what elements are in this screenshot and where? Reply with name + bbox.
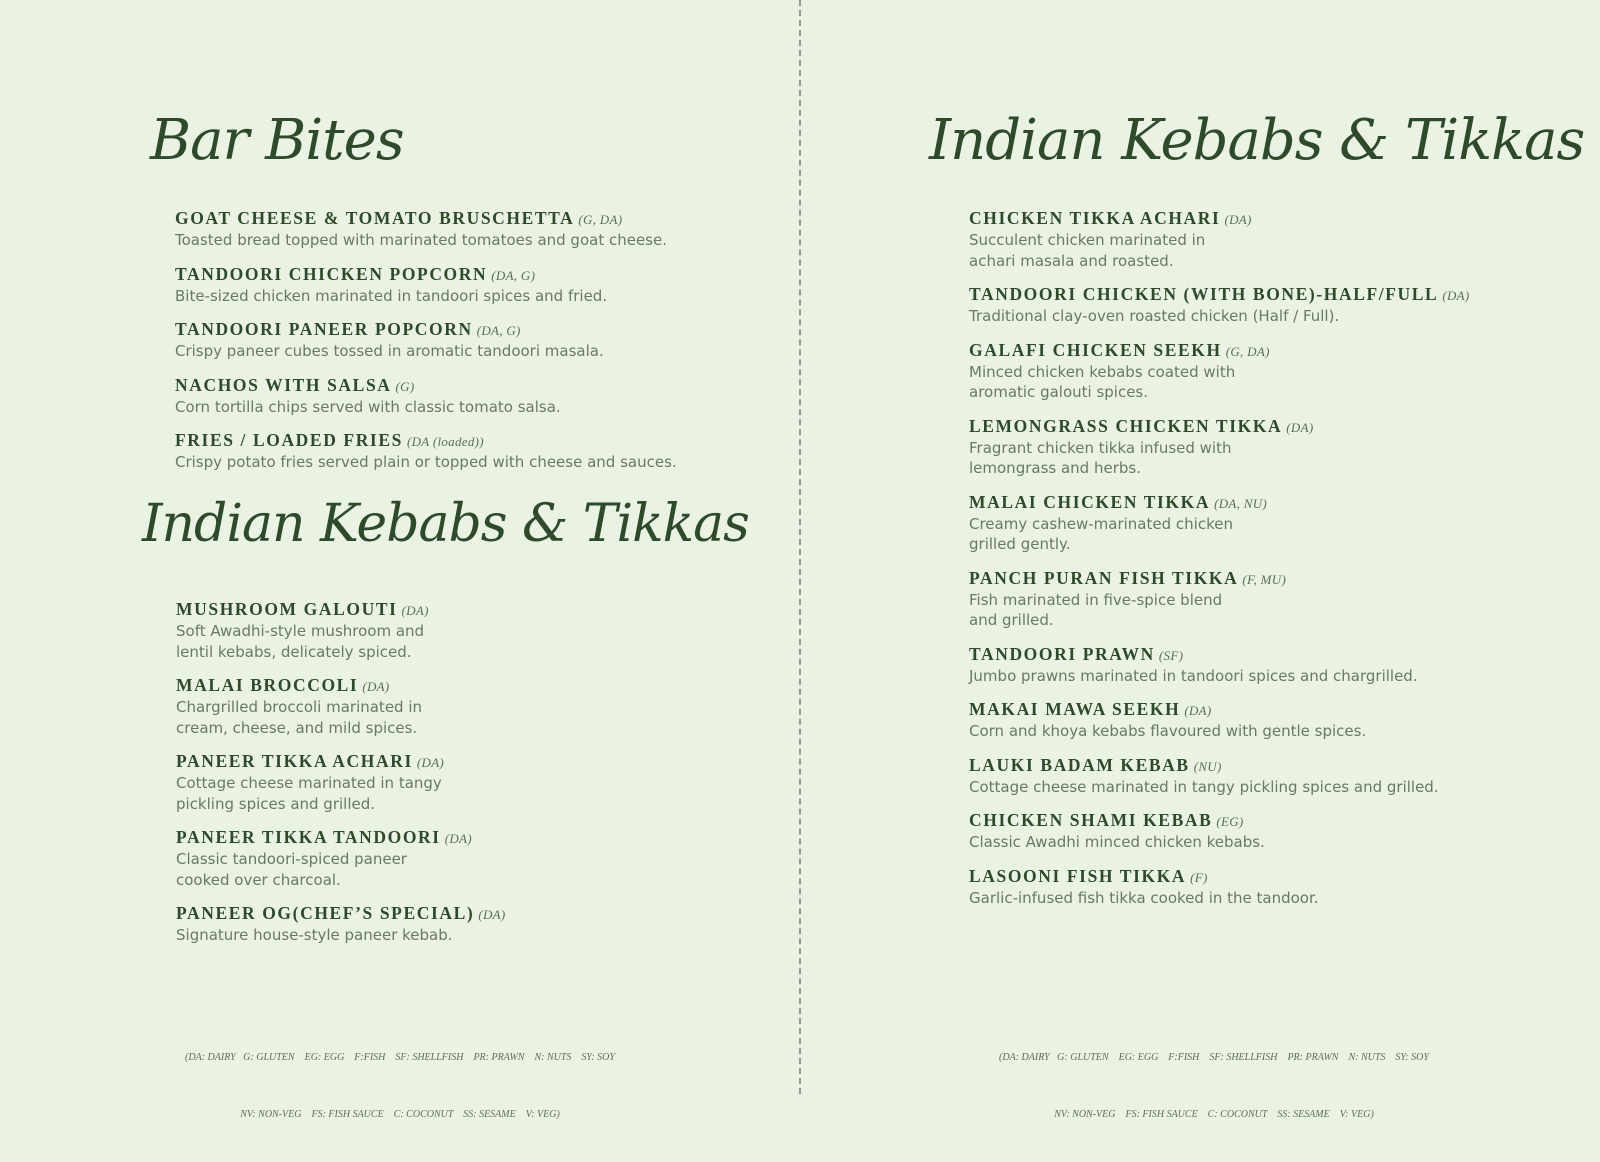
menu-item-title: TANDOORI CHICKEN POPCORN	[175, 263, 488, 284]
menu-item-title: CHICKEN SHAMI KEBAB	[969, 810, 1213, 830]
menu-item	[175, 430, 677, 473]
allergen-tag: (NU)	[1193, 758, 1222, 774]
menu-item-title: TANDOORI CHICKEN (WITH BONE)-HALF/FULL	[969, 284, 1439, 304]
menu-item-description: Classic tandoori-spiced paneer cooked over charcoal.	[176, 850, 407, 889]
menu-item	[969, 492, 1470, 555]
menu-item	[176, 751, 506, 814]
menu-item	[176, 675, 506, 738]
menu-item	[969, 284, 1470, 327]
menu-item-name	[176, 751, 506, 773]
menu-item-name	[969, 644, 1470, 666]
menu-item	[176, 827, 506, 890]
menu-item	[969, 568, 1470, 631]
bar-bites-title: Bar Bites	[150, 108, 404, 173]
menu-item	[969, 810, 1470, 853]
right-menu-page	[801, 0, 1600, 1120]
menu-item-description: Corn and khoya kebabs flavoured with gentle spices.	[969, 722, 1367, 740]
allergen-tag: (DA)	[444, 831, 472, 846]
allergen-tag: (DA (loaded))	[406, 434, 484, 449]
menu-item-name	[969, 810, 1470, 832]
menu-item	[969, 699, 1470, 742]
allergen-legend	[964, 1010, 1464, 1162]
allergen-tag: (DA)	[1286, 419, 1314, 435]
menu-item-title: PANEER TIKKA ACHARI	[176, 751, 413, 771]
menu-item-description: Corn tortilla chips served with classic tomato salsa.	[175, 397, 561, 416]
menu-item-title: MAKAI MAWA SEEKH	[969, 699, 1181, 719]
menu-item	[969, 340, 1470, 403]
allergen-tag: (DA)	[362, 679, 390, 694]
allergen-tag: (DA)	[1442, 288, 1470, 303]
menu-item-name	[176, 827, 506, 849]
menu-item-description: Crispy paneer cubes tossed in aromatic tandoori masala.	[175, 342, 604, 360]
menu-item-title: LAUKI BADAM KEBAB	[969, 754, 1190, 775]
menu-item-name	[969, 284, 1470, 306]
menu-item-description: Fragrant chicken tikka infused with lemongrass and herbs.	[969, 438, 1232, 477]
menu-item	[175, 319, 677, 362]
allergen-tag: (DA, G)	[491, 267, 536, 283]
menu-item-name	[175, 375, 677, 397]
allergen-tag: (DA, G)	[476, 323, 521, 338]
allergen-tag: (DA)	[1224, 212, 1252, 227]
menu-item-title: CHICKEN TIKKA ACHARI	[969, 208, 1221, 228]
menu-item-title: MALAI CHICKEN TIKKA	[969, 491, 1211, 512]
menu-item-name	[176, 675, 506, 697]
menu-item-title: GALAFI CHICKEN SEEKH	[969, 339, 1222, 360]
right-kebabs-list	[969, 208, 1470, 921]
menu-item-name	[969, 699, 1470, 721]
menu-item-title: PANEER OG(CHEF’S SPECIAL)	[176, 903, 475, 923]
allergen-tag: (G, DA)	[1225, 343, 1270, 359]
menu-item-description: Classic Awadhi minced chicken kebabs.	[969, 833, 1265, 851]
menu-item-name	[175, 319, 677, 341]
menu-item-name	[969, 340, 1470, 362]
menu-item-description: Jumbo prawns marinated in tandoori spices and chargrilled.	[969, 666, 1418, 685]
menu-item-name	[175, 208, 677, 230]
menu-item-description: Fish marinated in five-spice blend and grilled.	[969, 590, 1223, 629]
menu-item-description: Crispy potato fries served plain or topped with cheese and sauces.	[175, 453, 677, 471]
left-kebabs-list	[176, 599, 506, 959]
right-kebabs-title: Indian Kebabs & Tikkas	[929, 108, 1585, 173]
menu-item-description: Soft Awadhi-style mushroom and lentil kebabs, delicately spiced.	[176, 622, 425, 661]
menu-item	[175, 208, 677, 251]
menu-item-name	[176, 599, 506, 621]
menu-item	[969, 644, 1470, 687]
legend-line-2: NV: NON-VEG FS: FISH SAUCE C: COCONUT SS: SESAME V: VEG)	[1054, 1109, 1374, 1120]
menu-item-name	[969, 866, 1470, 888]
menu-item	[969, 866, 1470, 909]
menu-item-title: PANEER TIKKA TANDOORI	[176, 827, 441, 847]
allergen-legend	[150, 1010, 650, 1162]
menu-item	[176, 903, 506, 946]
menu-item-title: FRIES / LOADED FRIES	[175, 430, 403, 450]
menu-item-name	[969, 755, 1470, 777]
bar-bites-list	[175, 208, 677, 486]
menu-item	[175, 264, 677, 307]
menu-item-name	[969, 208, 1470, 230]
legend-line-2: NV: NON-VEG FS: FISH SAUCE C: COCONUT SS: SESAME V: VEG)	[240, 1109, 560, 1120]
menu-item	[176, 599, 506, 662]
menu-item-description: Toasted bread topped with marinated tomatoes and goat cheese.	[175, 231, 667, 249]
allergen-tag: (G, DA)	[578, 212, 623, 227]
allergen-tag: (DA)	[1184, 703, 1212, 718]
menu-item-title: LASOONI FISH TIKKA	[969, 865, 1187, 886]
menu-item-title: TANDOORI PANEER POPCORN	[175, 319, 473, 339]
allergen-tag: (DA, NU)	[1214, 495, 1268, 511]
menu-item-name	[969, 492, 1470, 514]
allergen-tag: (DA)	[416, 755, 445, 770]
allergen-tag: (G)	[395, 378, 415, 394]
left-menu-page	[0, 0, 800, 1120]
menu-item-description: Signature house-style paneer kebab.	[176, 926, 453, 944]
menu-item-description: Garlic-infused fish tikka cooked in the tandoor.	[969, 888, 1319, 907]
allergen-tag: (EG)	[1216, 814, 1244, 829]
menu-item	[969, 208, 1470, 271]
menu-item-title: PANCH PURAN FISH TIKKA	[969, 567, 1239, 588]
menu-item-title: NACHOS WITH SALSA	[175, 374, 392, 395]
menu-item-name	[175, 430, 677, 452]
legend-line-1: (DA: DAIRY G: GLUTEN EG: EGG F:FISH SF: SHELLFISH PR: PRAWN N: NUTS SY: SOY	[999, 1052, 1429, 1063]
menu-item-title: TANDOORI PRAWN	[969, 643, 1155, 664]
allergen-tag: (SF)	[1158, 647, 1184, 663]
left-kebabs-title: Indian Kebabs & Tikkas	[142, 494, 749, 554]
menu-item-name	[969, 568, 1470, 590]
menu-item-description: Chargrilled broccoli marinated in cream, cheese, and mild spices.	[176, 698, 423, 737]
menu-item-name	[176, 903, 506, 925]
menu-item-name	[175, 264, 677, 286]
menu-item-description: Cottage cheese marinated in tangy pickling spices and grilled.	[176, 774, 442, 813]
menu-item-description: Cottage cheese marinated in tangy pickling spices and grilled.	[969, 777, 1439, 796]
menu-item	[969, 416, 1470, 479]
menu-item-description: Succulent chicken marinated in achari masala and roasted.	[969, 231, 1206, 270]
legend-line-1: (DA: DAIRY G: GLUTEN EG: EGG F:FISH SF: SHELLFISH PR: PRAWN N: NUTS SY: SOY	[185, 1052, 615, 1063]
menu-item	[969, 755, 1470, 798]
menu-item-description: Creamy cashew-marinated chicken grilled gently.	[969, 514, 1233, 553]
menu-item-title: GOAT CHEESE & TOMATO BRUSCHETTA	[175, 208, 575, 228]
menu-item-description: Minced chicken kebabs coated with aromatic galouti spices.	[969, 362, 1236, 401]
menu-item-title: MALAI BROCCOLI	[176, 675, 359, 695]
menu-item-description: Traditional clay-oven roasted chicken (Half / Full).	[969, 307, 1340, 325]
menu-item-description: Bite-sized chicken marinated in tandoori spices and fried.	[175, 286, 608, 305]
allergen-tag: (F, MU)	[1242, 571, 1287, 587]
menu-item-title: LEMONGRASS CHICKEN TIKKA	[969, 415, 1283, 436]
menu-item-title: MUSHROOM GALOUTI	[176, 599, 398, 619]
allergen-tag: (DA)	[478, 907, 506, 922]
allergen-tag: (DA)	[401, 603, 429, 618]
menu-item-name	[969, 416, 1470, 438]
allergen-tag: (F)	[1190, 869, 1208, 885]
menu-item	[175, 375, 677, 418]
